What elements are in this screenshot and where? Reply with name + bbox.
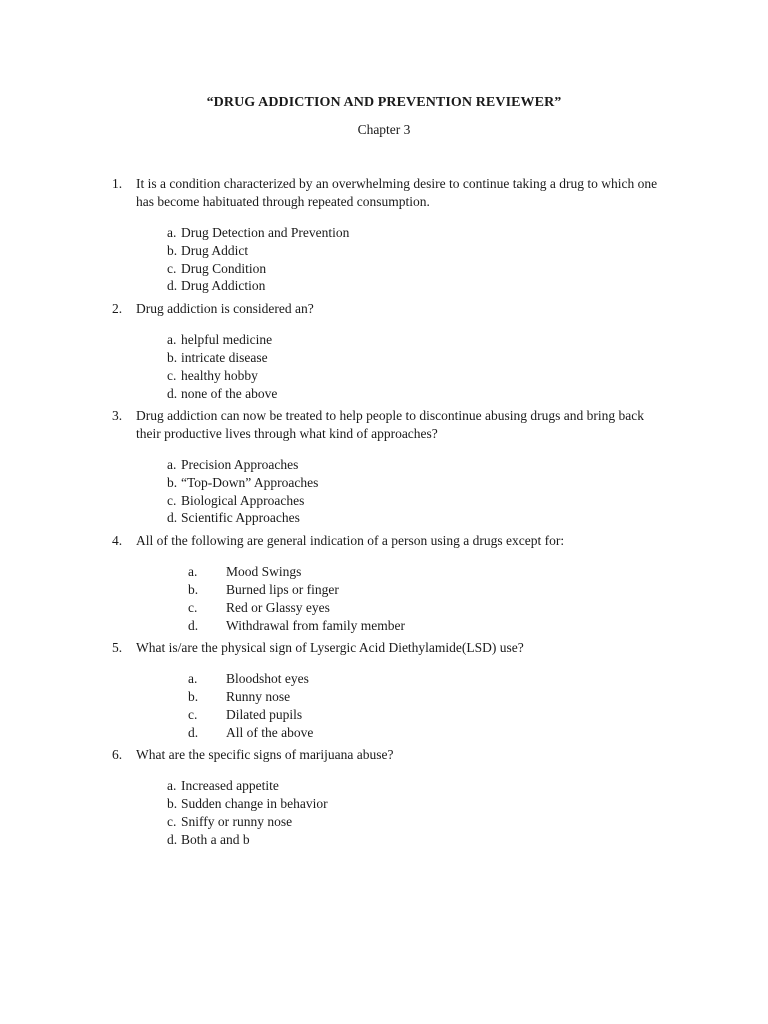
question-number: 5. [112, 640, 123, 655]
choice-text: intricate disease [181, 350, 268, 366]
choice-b [167, 474, 672, 492]
choice-list [167, 777, 672, 848]
choice-text: Increased appetite [181, 778, 279, 794]
choice-list [188, 670, 672, 741]
choice-b [167, 349, 672, 367]
choice-b [188, 581, 672, 599]
choice-letter: a. [167, 225, 177, 241]
choice-text: Scientific Approaches [181, 510, 300, 526]
choice-c [167, 492, 672, 510]
choice-a [188, 563, 672, 581]
question-6 [112, 746, 672, 862]
choice-letter: b. [188, 689, 199, 705]
choice-text: Dilated pupils [226, 706, 303, 722]
choice-text: none of the above [181, 385, 278, 401]
question-text: What are the specific signs of marijuana abuse? [136, 747, 394, 762]
choice-letter: d. [167, 510, 178, 526]
question-text: It is a condition characterized by an overwhelming desire to continue taking a drug to which one has become habituated through repeated consumption. [136, 176, 658, 209]
question-number: 4. [112, 533, 123, 548]
choice-list [167, 456, 672, 527]
choice-text: helpful medicine [181, 332, 273, 348]
choice-letter: c. [167, 367, 177, 383]
question-stem [112, 407, 672, 443]
question-stem [112, 639, 672, 657]
question-text: All of the following are general indication of a person using a drugs except for: [136, 533, 565, 548]
choice-c [167, 813, 672, 831]
choice-d [167, 277, 672, 295]
choice-list [188, 563, 672, 634]
choice-text: Drug Addiction [181, 278, 266, 294]
choice-text: Sniffy or runny nose [181, 813, 293, 829]
choice-letter: a. [188, 671, 198, 687]
choice-letter: d. [167, 831, 178, 847]
question-text: Drug addiction is considered an? [136, 301, 314, 316]
choice-text: All of the above [226, 724, 314, 740]
choice-letter: d. [188, 617, 199, 633]
choice-text: Drug Detection and Prevention [181, 225, 350, 241]
choice-letter: c. [167, 813, 177, 829]
choice-b [167, 242, 672, 260]
choice-a [167, 224, 672, 242]
choice-letter: b. [167, 474, 178, 490]
choice-letter: b. [188, 582, 199, 598]
question-number: 2. [112, 301, 123, 316]
choice-d [167, 831, 672, 849]
choice-d [167, 509, 672, 527]
choice-c [167, 367, 672, 385]
choice-text: Biological Approaches [181, 492, 305, 508]
choice-c [167, 260, 672, 278]
question-stem [112, 175, 672, 211]
choice-letter: d. [167, 278, 178, 294]
choice-text: Mood Swings [226, 564, 302, 580]
question-4 [112, 532, 672, 648]
question-5 [112, 639, 672, 755]
question-stem [112, 300, 672, 318]
document-title: “DRUG ADDICTION AND PREVENTION REVIEWER” [206, 95, 562, 110]
question-1 [112, 175, 672, 309]
choice-list [167, 331, 672, 402]
choice-letter: b. [167, 242, 178, 258]
choice-text: healthy hobby [181, 367, 258, 383]
choice-letter: a. [167, 457, 177, 473]
choice-letter: d. [188, 724, 199, 740]
choice-letter: c. [188, 599, 198, 615]
choice-a [167, 331, 672, 349]
choice-text: Sudden change in behavior [181, 796, 328, 812]
question-stem [112, 532, 672, 550]
choice-d [188, 617, 672, 635]
choice-text: Bloodshot eyes [226, 671, 309, 687]
choice-d [167, 385, 672, 403]
choice-list [167, 224, 672, 295]
choice-letter: a. [167, 778, 177, 794]
choice-c [188, 599, 672, 617]
choice-text: Withdrawal from family member [226, 617, 406, 633]
choice-a [167, 456, 672, 474]
chapter-label: Chapter 3 [357, 122, 411, 137]
choice-text: Red or Glassy eyes [226, 599, 330, 615]
choice-letter: c. [167, 260, 177, 276]
choice-letter: b. [167, 350, 178, 366]
choice-b [167, 795, 672, 813]
choice-text: “Top-Down” Approaches [181, 474, 319, 490]
question-2 [112, 300, 672, 416]
choice-text: Precision Approaches [181, 457, 299, 473]
choice-letter: b. [167, 796, 178, 812]
question-text: Drug addiction can now be treated to help people to discontinue abusing drugs and bring back their productive lives through what kind of approaches? [136, 408, 644, 441]
question-number: 3. [112, 408, 123, 423]
question-number: 6. [112, 747, 123, 762]
question-stem [112, 746, 672, 764]
choice-letter: d. [167, 385, 178, 401]
choice-a [167, 777, 672, 795]
choice-text: Drug Condition [181, 260, 267, 276]
question-3 [112, 407, 672, 541]
choice-letter: c. [188, 706, 198, 722]
choice-text: Both a and b [181, 831, 250, 847]
choice-letter: a. [167, 332, 177, 348]
choice-letter: a. [188, 564, 198, 580]
choice-text: Drug Addict [181, 242, 249, 258]
choice-a [188, 670, 672, 688]
question-text: What is/are the physical sign of Lysergic Acid Diethylamide(LSD) use? [136, 640, 524, 655]
question-number: 1. [112, 176, 123, 191]
choice-text: Burned lips or finger [226, 582, 339, 598]
choice-letter: c. [167, 492, 177, 508]
choice-text: Runny nose [226, 689, 291, 705]
choice-d [188, 724, 672, 742]
choice-b [188, 688, 672, 706]
choice-c [188, 706, 672, 724]
